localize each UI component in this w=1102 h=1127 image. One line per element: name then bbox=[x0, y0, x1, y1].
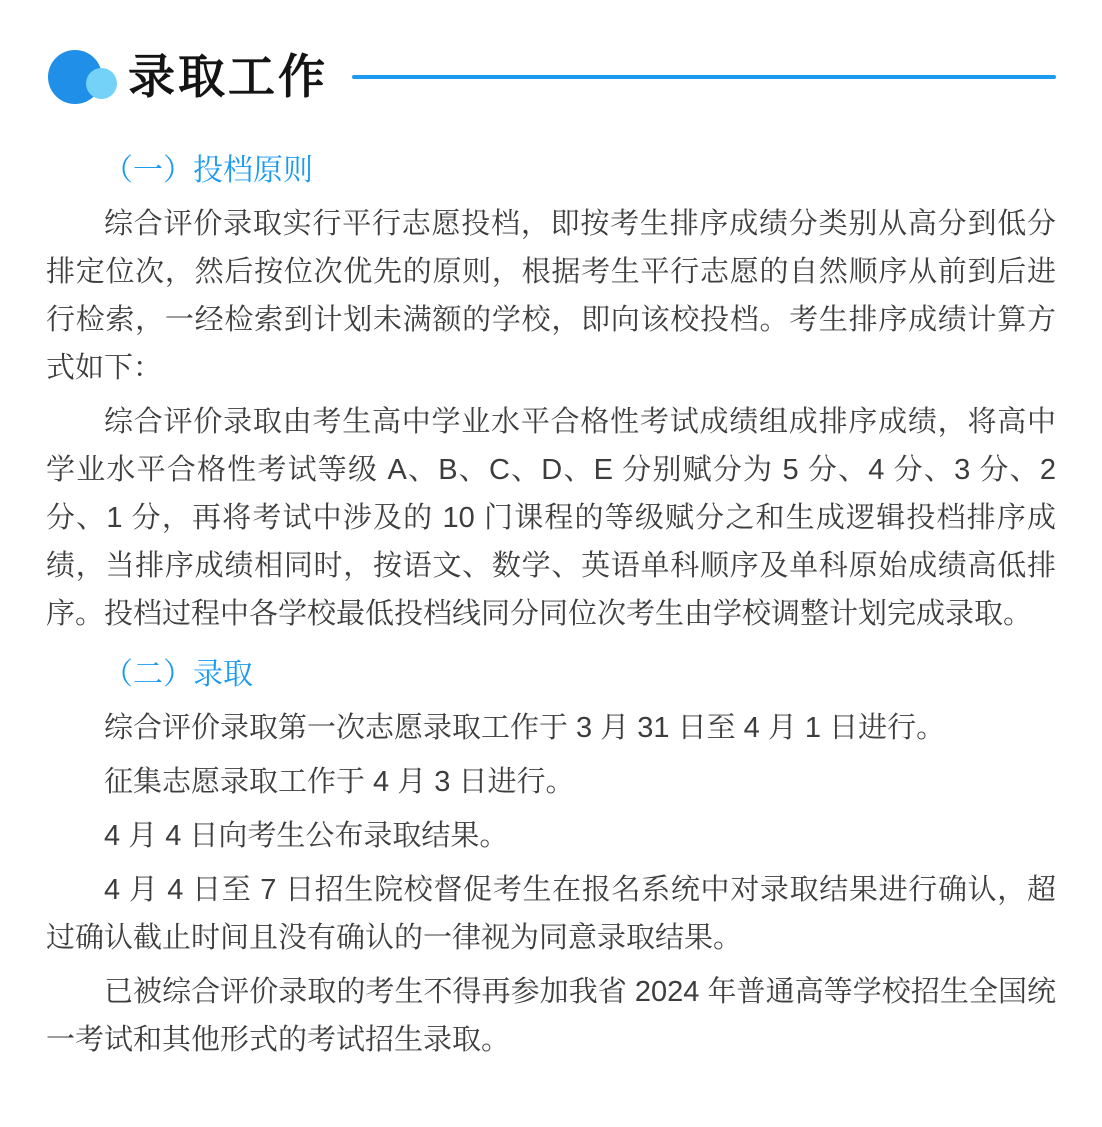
paragraph: 综合评价录取实行平行志愿投档，即按考生排序成绩分类别从高分到低分排定位次，然后按位次优先的原则，根据考生平行志愿的自然顺序从前到后进行检索，一经检索到计划未满额的学校，即向该校投档。考生排序成绩计算方式如下： bbox=[46, 208, 1056, 384]
paragraph: 征集志愿录取工作于 4 月 3 日进行。 bbox=[104, 766, 575, 798]
paragraph: 综合评价录取第一次志愿录取工作于 3 月 31 日至 4 月 1 日进行。 bbox=[104, 712, 946, 744]
section-luqu bbox=[46, 656, 1056, 1064]
logo-icon bbox=[46, 48, 118, 106]
logo-small-circle-icon bbox=[86, 68, 117, 99]
header-divider bbox=[352, 75, 1056, 79]
paragraph: 4 月 4 日至 7 日招生院校督促考生在报名系统中对录取结果进行确认，超过确认截止时间且没有确认的一律视为同意录取结果。 bbox=[46, 874, 1056, 954]
section-toudang-yuanze bbox=[46, 152, 1056, 638]
section-heading-2: （二）录取 bbox=[103, 658, 253, 691]
paragraph: 4 月 4 日向考生公布录取结果。 bbox=[104, 820, 509, 852]
paragraph: 已被综合评价录取的考生不得再参加我省 2024 年普通高等学校招生全国统一考试和其他形式的考试招生录取。 bbox=[46, 976, 1056, 1056]
paragraph: 综合评价录取由考生高中学业水平合格性考试成绩组成排序成绩，将高中学业水平合格性考试等级 A、B、C、D、E 分别赋分为 5 分、4 分、3 分、2 分、1 分，再将考试中涉及的 10 门课程的等级赋分之和生成逻辑投档排序成绩，当排序成绩相同时，按语文、数学、英语单科顺序及单科原始成绩高低排序。投档过程中各学校最低投档线同分同位次考生由学校调整计划完成录取。 bbox=[46, 406, 1056, 630]
page-title: 录取工作 bbox=[128, 50, 328, 103]
section-header bbox=[46, 0, 1056, 108]
section-heading-1: （一）投档原则 bbox=[103, 154, 313, 187]
